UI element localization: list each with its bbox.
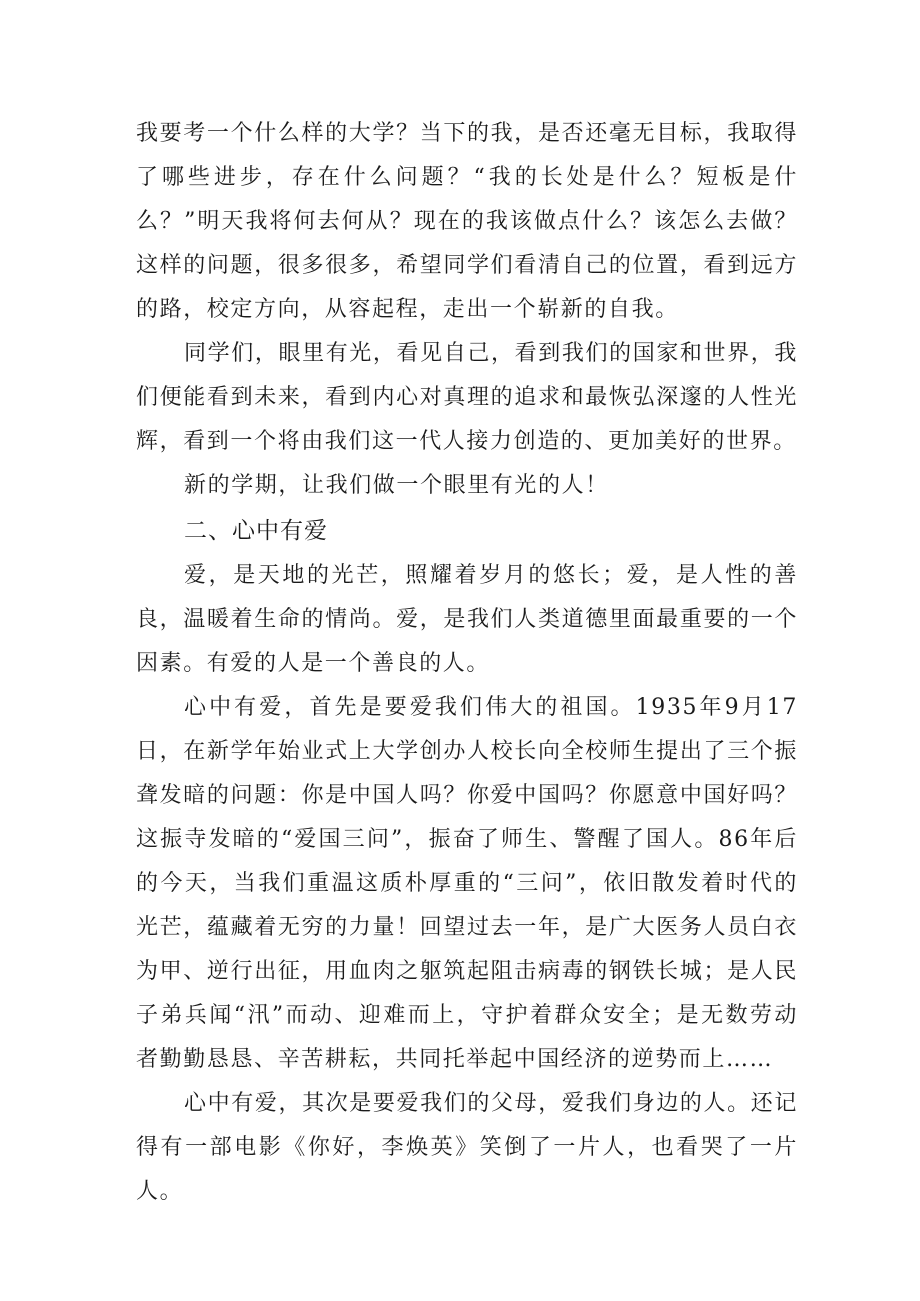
paragraph-self-reflection: 我要考一个什么样的大学？当下的我，是否还毫无目标，我取得了哪些进步，存在什么问题？“我的长处是什么？短板是什么？”明天我将何去何从？现在的我该做点什么？该怎么去做？这样的问题，很多很多，希望同学们看清自己的位置，看到远方的路，校定方向，从容起程，走出一个崭新的自我。 bbox=[136, 121, 798, 322]
paragraph-new-semester: 新的学期，让我们做一个眼里有光的人！ bbox=[184, 473, 609, 498]
paragraph-what-is-love: 爱，是天地的光芒，照耀着岁月的悠长；爱，是人性的善良，温暖着生命的情尚。爱，是我们人类道德里面最重要的一个因素。有爱的人是一个善良的人。 bbox=[136, 563, 798, 676]
paragraph-love-motherland: 心中有爱，首先是要爱我们伟大的祖国。1935年9月17日，在新学年始业式上大学创办人校长向全校师生提出了三个振聋发暗的问题：你是中国人吗？你爱中国吗？你愿意中国好吗？这振寺发暗的“爱国三问”，振奋了师生、警醒了国人。86年后的今天，当我们重温这质朴厚重的“三问”，依旧散发着时代的光芒，蕴藏着无穷的力量！回望过去一年，是广大医务人员白衣为甲、逆行出征，用血肉之躯筑起阻击病毒的钢铁长城；是人民子弟兵闻“汛”而动、迎难而上，守护着群众安全；是无数劳动者勤勤恳恳、辛苦耕耘，共同托举起中国经济的逆势而上…… bbox=[136, 695, 798, 1072]
paragraph-eyes-with-light: 同学们，眼里有光，看见自己，看到我们的国家和世界，我们便能看到未来，看到内心对真理的追求和最恢弘深邃的人性光辉，看到一个将由我们这一代人接力创造的、更加美好的世界。 bbox=[136, 341, 798, 454]
section-heading: 二、心中有爱 bbox=[184, 518, 328, 544]
paragraph-love-parents: 心中有爱，其次是要爱我们的父母，爱我们身边的人。还记得有一部电影《你好，李焕英》笑倒了一片人，也看哭了一片人。 bbox=[136, 1091, 798, 1204]
document-body bbox=[136, 112, 798, 1214]
